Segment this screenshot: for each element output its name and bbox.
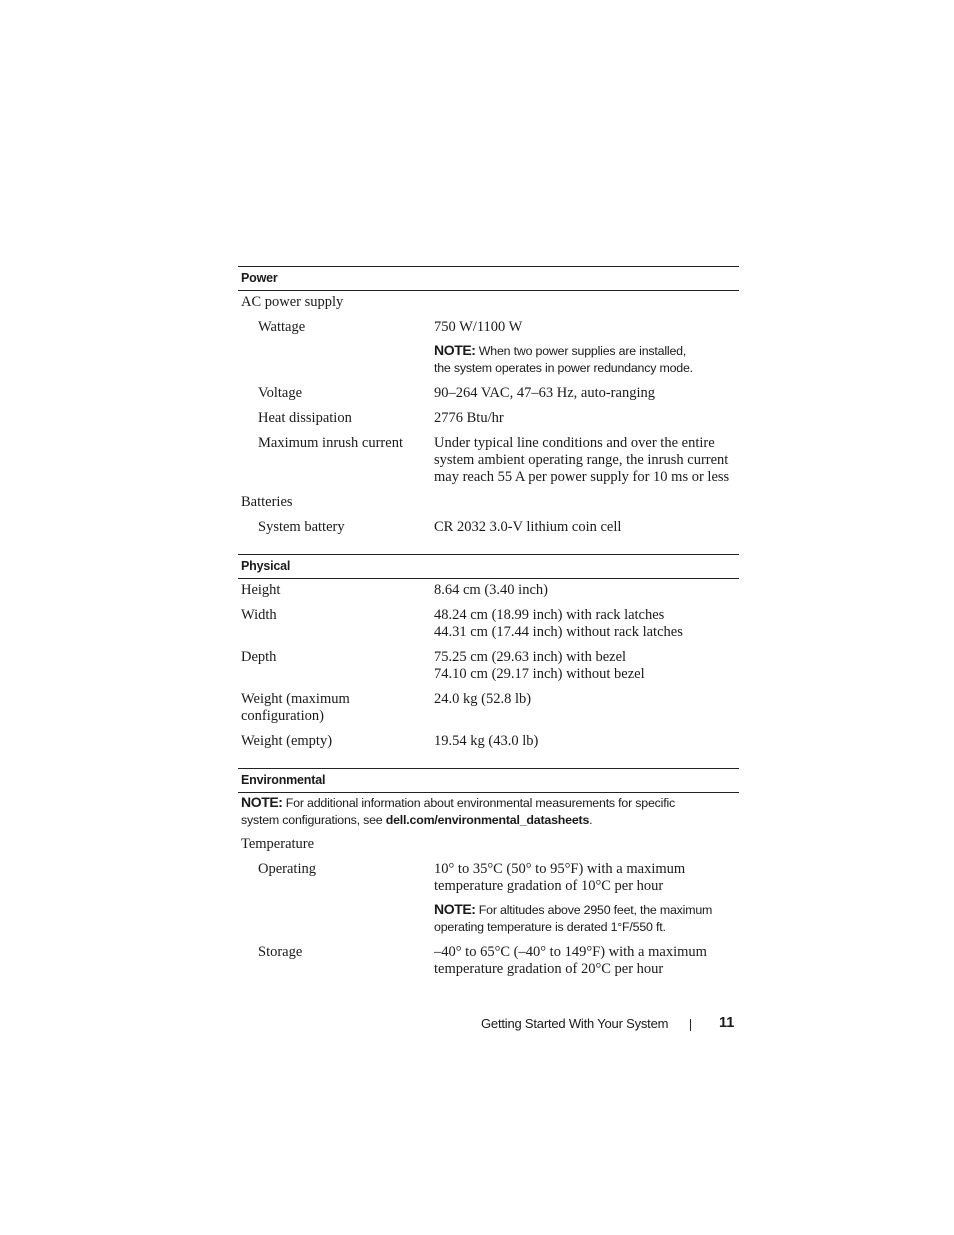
spec-row (238, 582, 739, 599)
spec-value-line: 48.24 cm (18.99 inch) with rack latches (434, 607, 665, 623)
note-text: operating temperature is derated 1°F/550 ft. (434, 920, 666, 934)
spec-label: Temperature (241, 836, 315, 852)
spec-label: Wattage (258, 319, 306, 335)
spec-value-line: system ambient operating range, the inrush current (434, 452, 729, 468)
note-text: For altitudes above 2950 feet, the maximum (475, 903, 713, 917)
spec-row-note (238, 901, 739, 936)
note-tag: NOTE: (434, 342, 476, 358)
spec-label-line: configuration) (241, 708, 324, 724)
spec-value-line: 75.25 cm (29.63 inch) with bezel (434, 649, 627, 665)
spec-label: Heat dissipation (258, 410, 352, 426)
spec-row (238, 385, 739, 402)
spec-row (238, 410, 739, 427)
spec-value: CR 2032 3.0-V lithium coin cell (434, 519, 622, 535)
spec-value-line: 74.10 cm (29.17 inch) without bezel (434, 666, 645, 682)
spec-value-line: 10° to 35°C (50° to 95°F) with a maximum (434, 861, 686, 877)
spec-row (238, 649, 739, 683)
note-text: . (589, 813, 593, 827)
spec-value (434, 649, 739, 683)
spec-table (238, 266, 739, 978)
note-text: system configurations, see (241, 813, 386, 827)
spec-value: 8.64 cm (3.40 inch) (434, 582, 548, 598)
spec-value: 90–264 VAC, 47–63 Hz, auto-ranging (434, 385, 655, 401)
spec-row-note (238, 342, 739, 377)
spec-label: Batteries (241, 494, 293, 510)
spec-row (238, 944, 739, 978)
spec-row (238, 519, 739, 536)
spec-value (434, 607, 739, 641)
spec-label: Storage (258, 944, 303, 960)
section-heading-power: Power (238, 266, 739, 291)
note (434, 342, 739, 377)
spec-row (238, 294, 739, 311)
note-tag: NOTE: (241, 794, 283, 810)
spec-value: 24.0 kg (52.8 lb) (434, 691, 532, 707)
spec-row (238, 494, 739, 511)
spec-row (238, 861, 739, 895)
spec-label: Width (241, 607, 277, 623)
footer-separator (690, 1019, 691, 1031)
spec-row (238, 319, 739, 336)
spec-label: System battery (258, 519, 345, 535)
datasheets-link[interactable]: dell.com/environmental_datasheets (385, 813, 590, 827)
note (238, 794, 739, 829)
spec-value-line: temperature gradation of 20°C per hour (434, 961, 664, 977)
spec-label: Height (241, 582, 281, 598)
spec-value-line: may reach 55 A per power supply for 10 ms or less (434, 469, 730, 485)
spec-value-line: temperature gradation of 10°C per hour (434, 878, 664, 894)
spec-row (238, 733, 739, 750)
spec-value-line: 44.31 cm (17.44 inch) without rack latches (434, 624, 683, 640)
note-text: For additional information about environmental measurements for specific (282, 796, 675, 810)
spec-value: 2776 Btu/hr (434, 410, 504, 426)
page-number: 11 (719, 1015, 735, 1031)
note-tag: NOTE: (434, 901, 476, 917)
spec-label: Operating (258, 861, 316, 877)
note-text: the system operates in power redundancy mode. (434, 361, 693, 375)
spec-label: Maximum inrush current (258, 435, 403, 451)
spec-row (238, 607, 739, 641)
spec-label-line: Weight (maximum (241, 691, 350, 707)
note (434, 901, 739, 936)
spec-label: AC power supply (241, 294, 344, 310)
spec-row (238, 435, 739, 486)
note-text: When two power supplies are installed, (475, 344, 687, 358)
spec-value (434, 861, 739, 895)
spec-value: 750 W/1100 W (434, 319, 523, 335)
spec-value-line: –40° to 65°C (–40° to 149°F) with a maximum (434, 944, 707, 960)
spec-value (434, 944, 739, 978)
spec-value (434, 435, 739, 486)
spec-label: Depth (241, 649, 277, 665)
spec-label: Weight (empty) (241, 733, 333, 749)
footer-title: Getting Started With Your System (481, 1016, 669, 1031)
spec-label (238, 691, 434, 725)
section-heading-environmental: Environmental (238, 768, 739, 793)
spec-row (238, 691, 739, 725)
spec-value-line: Under typical line conditions and over the entire (434, 435, 715, 451)
spec-row (238, 836, 739, 853)
section-heading-physical: Physical (238, 554, 739, 579)
spec-label: Voltage (258, 385, 303, 401)
spec-value: 19.54 kg (43.0 lb) (434, 733, 539, 749)
